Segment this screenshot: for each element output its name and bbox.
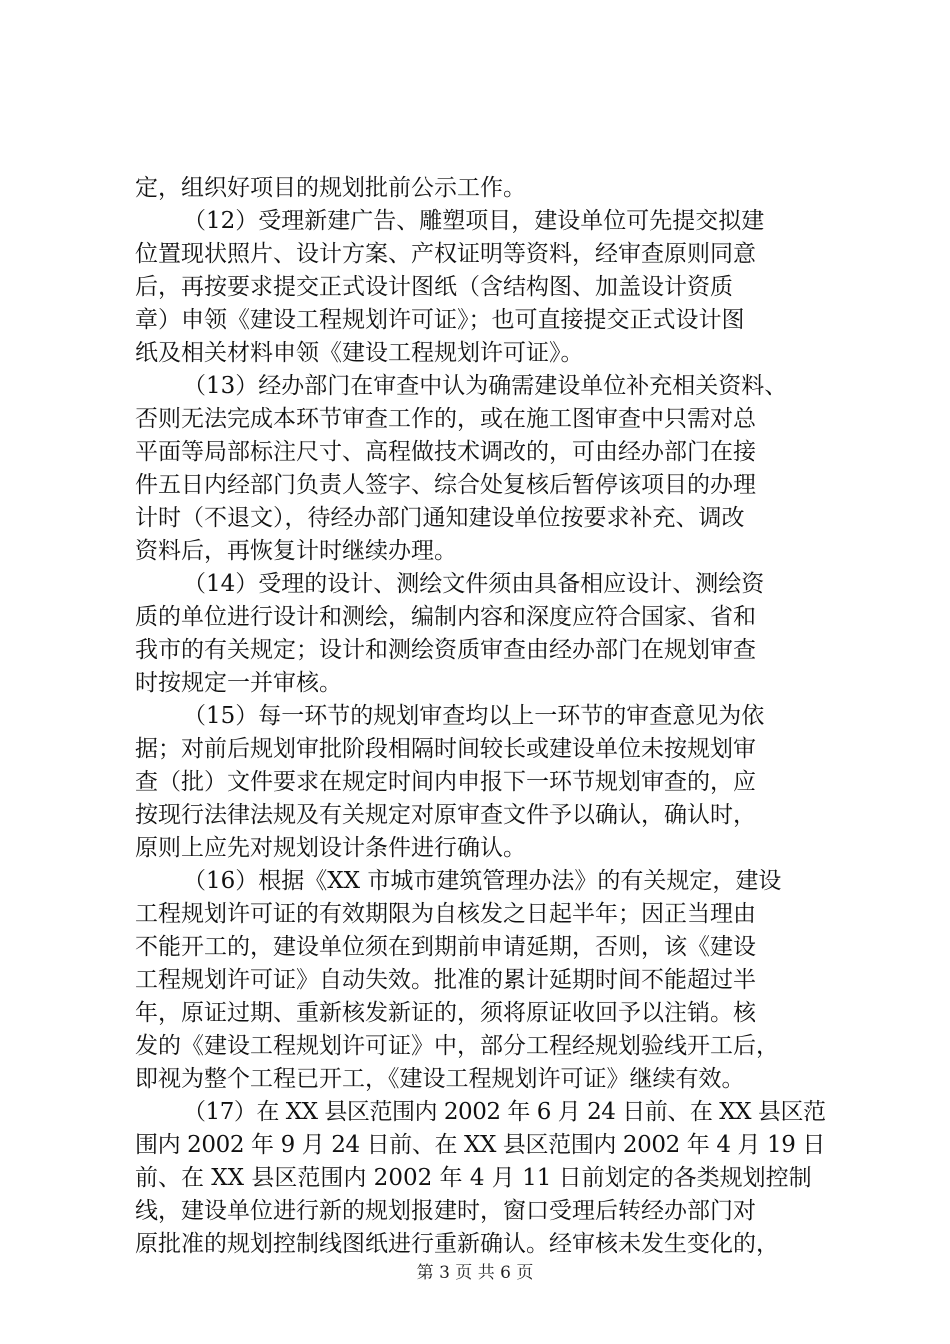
text-line: 工程规划许可证的有效期限为自核发之日起半年；因正当理由	[135, 901, 756, 927]
text-line: 查（批）文件要求在规定时间内申报下一环节规划审查的，应	[135, 769, 756, 795]
text-line: 不能开工的，建设单位须在到期前申请延期，否则，该《建设	[135, 934, 756, 960]
text-line: 按现行法律法规及有关规定对原审查文件予以确认，确认时，	[135, 802, 756, 828]
text-line: 章）申领《建设工程规划许可证》；也可直接提交正式设计图	[135, 307, 745, 333]
text-line: 即视为整个工程已开工，《建设工程规划许可证》继续有效。	[135, 1066, 745, 1092]
text-line: 定，组织好项目的规划批前公示工作。	[135, 175, 526, 201]
text-line: 原批准的规划控制线图纸进行重新确认。经审核未发生变化的，	[135, 1231, 779, 1257]
text-line: 计时（不退文），待经办部门通知建设单位按要求补充、调改	[135, 505, 745, 531]
text-line: 线，建设单位进行新的规划报建时，窗口受理后转经办部门对	[135, 1198, 756, 1224]
text-line: （13）经办部门在审查中认为确需建设单位补充相关资料、	[183, 373, 788, 399]
text-line: 否则无法完成本环节审查工作的，或在施工图审查中只需对总	[135, 406, 756, 432]
text-line: 纸及相关材料申领《建设工程规划许可证》。	[135, 340, 584, 366]
text-line: （16）根据《XX 市城市建筑管理办法》的有关规定，建设	[183, 868, 782, 894]
text-line: 件五日内经部门负责人签字、综合处复核后暂停该项目的办理	[135, 472, 756, 498]
text-line: 工程规划许可证》自动失效。批准的累计延期时间不能超过半	[135, 967, 756, 993]
text-line: 据；对前后规划审批阶段相隔时间较长或建设单位未按规划审	[135, 736, 756, 762]
text-line: 后，再按要求提交正式设计图纸（含结构图、加盖设计资质	[135, 274, 733, 300]
text-line: （14）受理的设计、测绘文件须由具备相应设计、测绘资	[183, 571, 765, 597]
text-line: 平面等局部标注尺寸、高程做技术调改的，可由经办部门在接	[135, 439, 756, 465]
text-line: 质的单位进行设计和测绘，编制内容和深度应符合国家、省和	[135, 604, 756, 630]
text-line: 资料后，再恢复计时继续办理。	[135, 538, 457, 564]
text-line: 时按规定一并审核。	[135, 670, 342, 696]
text-line: 原则上应先对规划设计条件进行确认。	[135, 835, 526, 861]
text-line: 围内 2002 年 9 月 24 日前、在 XX 县区范围内 2002 年 4 月 19 日	[135, 1132, 826, 1158]
text-line: （12）受理新建广告、雕塑项目，建设单位可先提交拟建	[183, 208, 765, 234]
text-line: 年，原证过期、重新核发新证的，须将原证收回予以注销。核	[135, 1000, 756, 1026]
text-line: 我市的有关规定；设计和测绘资质审查由经办部门在规划审查	[135, 637, 756, 663]
text-line: （15）每一环节的规划审查均以上一环节的审查意见为依	[183, 703, 765, 729]
text-line: （17）在 XX 县区范围内 2002 年 6 月 24 日前、在 XX 县区范	[183, 1099, 826, 1125]
text-line: 位置现状照片、设计方案、产权证明等资料，经审查原则同意	[135, 241, 756, 267]
page-number-footer: 第 3 页 共 6 页	[416, 1263, 534, 1283]
text-line: 发的《建设工程规划许可证》中，部分工程经规划验线开工后，	[135, 1033, 779, 1059]
text-line: 前、在 XX 县区范围内 2002 年 4 月 11 日前划定的各类规划控制	[135, 1165, 812, 1191]
